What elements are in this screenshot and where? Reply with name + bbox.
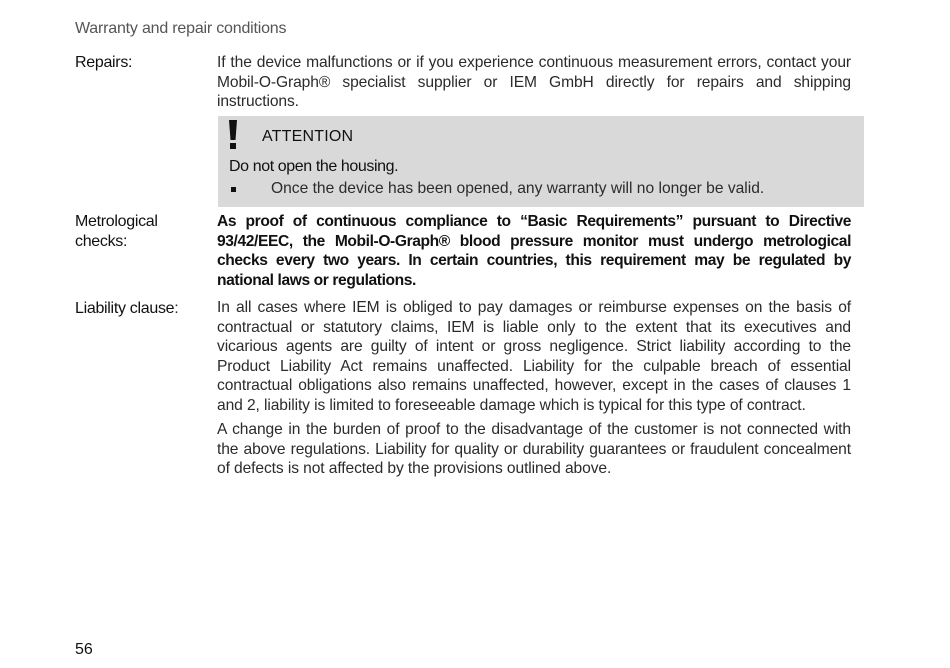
repairs-label: Repairs: bbox=[75, 54, 133, 71]
liability-label-text: Liability clause bbox=[75, 300, 175, 317]
page-header-title: Warranty and repair conditions bbox=[75, 20, 287, 37]
liability-label-colon: : bbox=[174, 300, 179, 317]
bullet-square-icon bbox=[231, 187, 236, 192]
repairs-text: If the device malfunctions or if you experience continuous measurement errors, contact your Mobil-O-Graph® specialist supplier or IEM GmbH directly for repairs and shipping instructions. bbox=[217, 54, 851, 110]
attention-box bbox=[218, 116, 864, 207]
metrological-text: As proof of continuous compliance to “Basic Requirements” pursuant to Directive 93/42/EEC, the Mobil-O-Graph® blood pressure monitor must undergo metrological checks every two years. In certain countries, this requirement may be regulated by national laws or regulations. bbox=[217, 213, 851, 289]
liability-label bbox=[75, 299, 178, 319]
attention-bullet-text: Once the device has been opened, any warranty will no longer be valid. bbox=[271, 180, 765, 197]
attention-subtitle: Do not open the housing. bbox=[229, 158, 399, 175]
page-number: 56 bbox=[75, 641, 93, 658]
liability-paragraph-1: In all cases where IEM is obliged to pay damages or reimburse expenses on the basis of contractual or statutory claims, IEM is liable only to the extent that its executives and vicarious agents are guilty of intent or gross negligence. Strict liability according to the Product Liability Act remains unaffected. Liability for the culpable breach of essential contractual obligations also remains unaffected, however, except in the cases of clauses 1 and 2, liability is limited to foreseeable damage which is typical for this type of contract. bbox=[217, 299, 851, 414]
exclamation-icon bbox=[226, 120, 240, 150]
metrological-label: Metrological checks: bbox=[75, 213, 158, 250]
liability-paragraph-2: A change in the burden of proof to the disadvantage of the customer is not connected with the above regulations. Liability for quality or durability guarantees or fraudulent concealment of defects is not affected by the provisions outlined above. bbox=[217, 421, 851, 477]
attention-title: ATTENTION bbox=[262, 128, 354, 145]
